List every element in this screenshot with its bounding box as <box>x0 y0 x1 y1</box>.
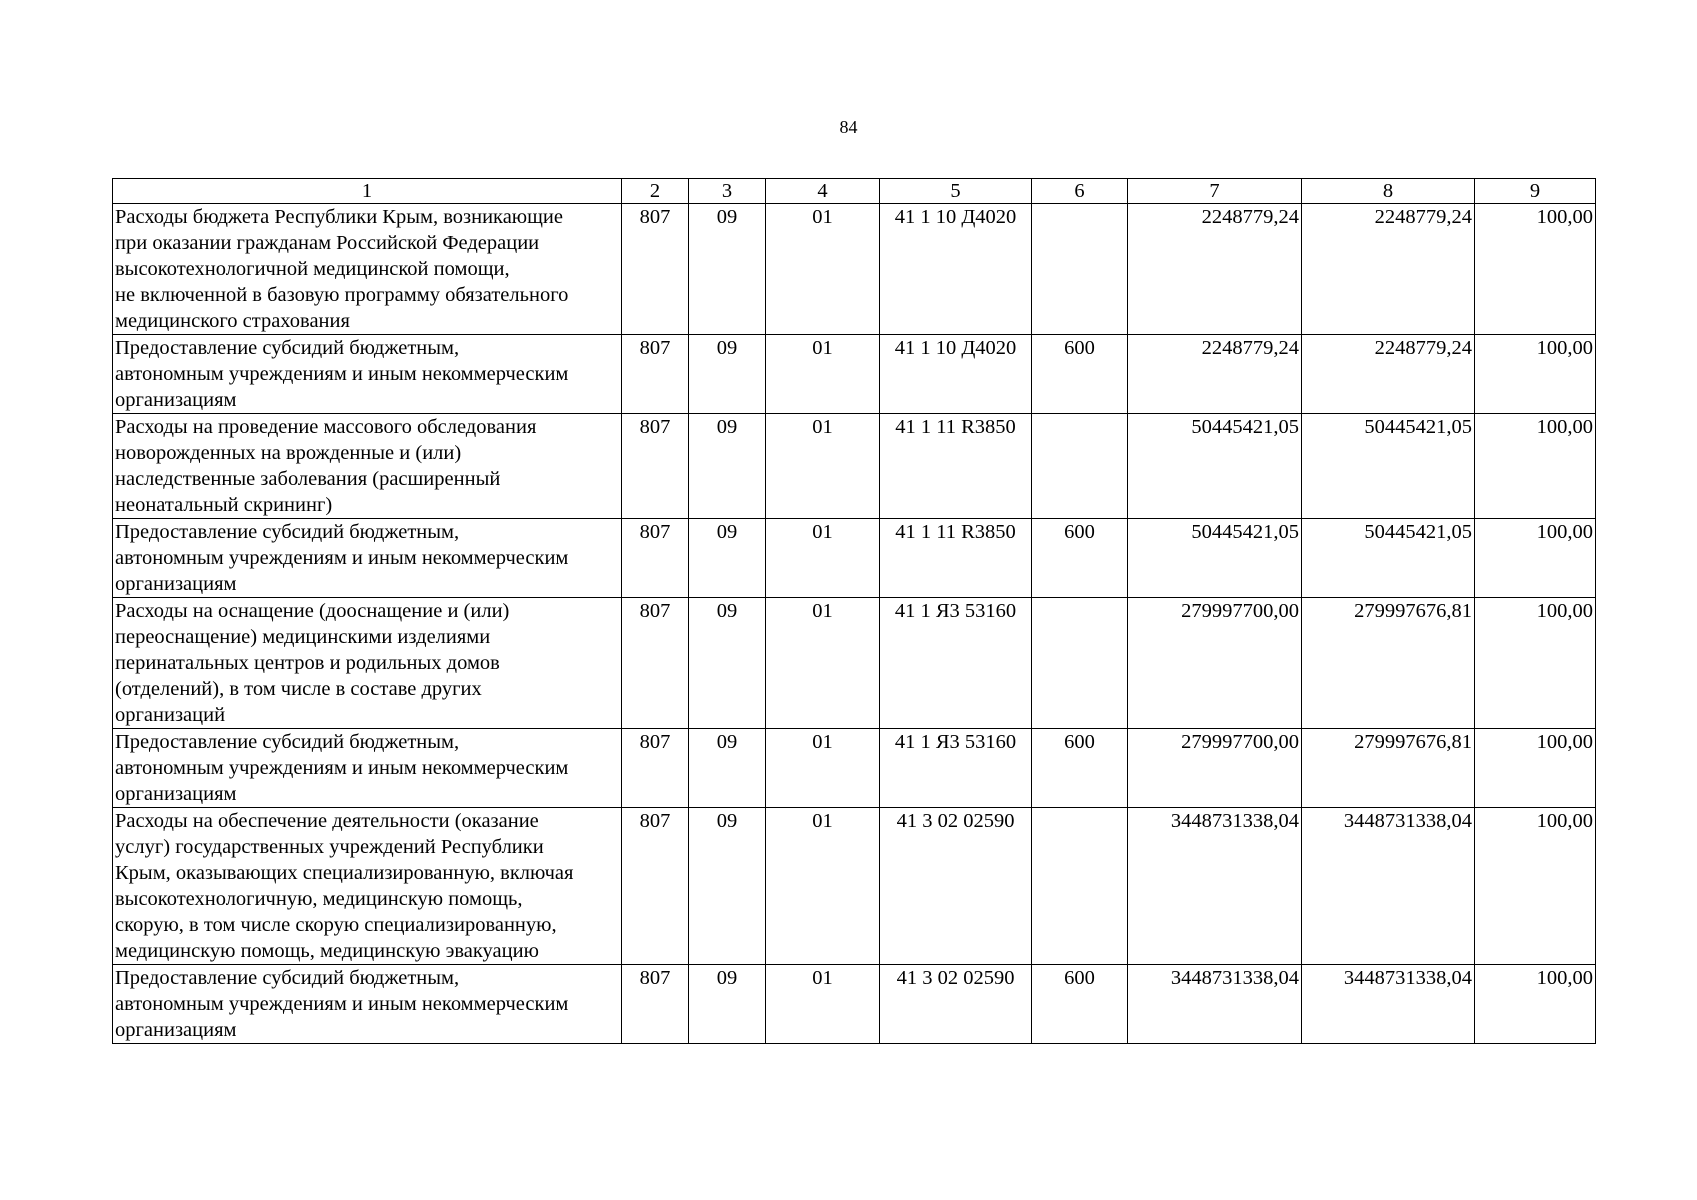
subsection-cell: 01 <box>766 335 880 414</box>
planned-amount-cell: 279997700,00 <box>1128 598 1302 729</box>
target-article-cell: 41 3 02 02590 <box>880 808 1032 965</box>
executed-amount-cell: 3448731338,04 <box>1302 965 1475 1044</box>
header-col-6: 6 <box>1032 179 1128 204</box>
expense-name-line: переоснащение) медицинскими изделиями <box>115 626 491 648</box>
expense-name-line: Предоставление субсидий бюджетным, <box>115 731 460 753</box>
planned-amount-cell: 50445421,05 <box>1128 414 1302 519</box>
target-article-cell: 41 1 11 R3850 <box>880 414 1032 519</box>
kvsr-cell: 807 <box>622 414 689 519</box>
expense-name-line: новорожденных на врожденные и (или) <box>115 442 462 464</box>
kvsr-cell: 807 <box>622 519 689 598</box>
kvsr-cell: 807 <box>622 335 689 414</box>
expense-name-line: организаций <box>115 704 226 726</box>
section-cell: 09 <box>689 204 766 335</box>
planned-amount-cell: 3448731338,04 <box>1128 965 1302 1044</box>
expense-type-cell <box>1032 204 1128 335</box>
subsection-cell: 01 <box>766 729 880 808</box>
percent-cell: 100,00 <box>1475 598 1596 729</box>
section-cell: 09 <box>689 729 766 808</box>
planned-amount-cell: 3448731338,04 <box>1128 808 1302 965</box>
expense-name-line: Расходы на оснащение (дооснащение и (или) <box>115 600 510 622</box>
header-col-7: 7 <box>1128 179 1302 204</box>
table-row <box>113 598 1596 729</box>
expense-name-line: Расходы на обеспечение деятельности (оказание <box>115 810 539 832</box>
planned-amount-cell: 279997700,00 <box>1128 729 1302 808</box>
section-cell: 09 <box>689 808 766 965</box>
expense-name-cell <box>113 598 622 729</box>
section-cell: 09 <box>689 335 766 414</box>
expense-type-cell <box>1032 598 1128 729</box>
target-article-cell: 41 1 10 Д4020 <box>880 335 1032 414</box>
expense-name-cell <box>113 808 622 965</box>
percent-cell: 100,00 <box>1475 965 1596 1044</box>
table-row <box>113 729 1596 808</box>
expense-name-line: Предоставление субсидий бюджетным, <box>115 521 460 543</box>
table-row <box>113 204 1596 335</box>
header-col-5: 5 <box>880 179 1032 204</box>
expense-name-line: не включенной в базовую программу обязательного <box>115 284 569 306</box>
expense-name-line: организациям <box>115 389 237 411</box>
percent-cell: 100,00 <box>1475 335 1596 414</box>
expense-type-cell: 600 <box>1032 519 1128 598</box>
kvsr-cell: 807 <box>622 598 689 729</box>
header-row <box>113 179 1596 204</box>
expense-name-line: неонатальный скрининг) <box>115 494 333 516</box>
kvsr-cell: 807 <box>622 965 689 1044</box>
table-body <box>113 204 1596 1044</box>
subsection-cell: 01 <box>766 414 880 519</box>
target-article-cell: 41 1 11 R3850 <box>880 519 1032 598</box>
planned-amount-cell: 2248779,24 <box>1128 335 1302 414</box>
executed-amount-cell: 2248779,24 <box>1302 204 1475 335</box>
expense-name-line: наследственные заболевания (расширенный <box>115 468 501 490</box>
expense-name-line: (отделений), в том числе в составе других <box>115 678 482 700</box>
target-article-cell: 41 3 02 02590 <box>880 965 1032 1044</box>
header-col-9: 9 <box>1475 179 1596 204</box>
kvsr-cell: 807 <box>622 808 689 965</box>
expense-name-cell <box>113 729 622 808</box>
section-cell: 09 <box>689 519 766 598</box>
header-col-3: 3 <box>689 179 766 204</box>
target-article-cell: 41 1 Я3 53160 <box>880 729 1032 808</box>
expense-name-line: медицинскую помощь, медицинскую эвакуацию <box>115 940 539 962</box>
expense-name-line: организациям <box>115 1019 237 1041</box>
expense-type-cell <box>1032 414 1128 519</box>
expense-name-cell <box>113 519 622 598</box>
percent-cell: 100,00 <box>1475 808 1596 965</box>
expense-name-line: Предоставление субсидий бюджетным, <box>115 337 460 359</box>
table-header <box>113 179 1596 204</box>
page-number: 84 <box>839 117 858 137</box>
expense-name-line: Расходы на проведение массового обследования <box>115 416 537 438</box>
expense-name-cell <box>113 965 622 1044</box>
expense-name-cell <box>113 204 622 335</box>
expense-name-line: услуг) государственных учреждений Республики <box>115 836 544 858</box>
subsection-cell: 01 <box>766 808 880 965</box>
expense-name-line: перинатальных центров и родильных домов <box>115 652 500 674</box>
header-col-4: 4 <box>766 179 880 204</box>
expense-name-line: автономным учреждениям и иным некоммерческим <box>115 547 569 569</box>
header-col-2: 2 <box>622 179 689 204</box>
subsection-cell: 01 <box>766 519 880 598</box>
percent-cell: 100,00 <box>1475 519 1596 598</box>
target-article-cell: 41 1 Я3 53160 <box>880 598 1032 729</box>
expense-name-line: скорую, в том числе скорую специализированную, <box>115 914 557 936</box>
expense-type-cell <box>1032 808 1128 965</box>
expense-name-cell <box>113 335 622 414</box>
executed-amount-cell: 279997676,81 <box>1302 598 1475 729</box>
subsection-cell: 01 <box>766 598 880 729</box>
expense-name-cell <box>113 414 622 519</box>
table-row <box>113 335 1596 414</box>
expense-name-line: Предоставление субсидий бюджетным, <box>115 967 460 989</box>
executed-amount-cell: 2248779,24 <box>1302 335 1475 414</box>
subsection-cell: 01 <box>766 965 880 1044</box>
executed-amount-cell: 279997676,81 <box>1302 729 1475 808</box>
executed-amount-cell: 50445421,05 <box>1302 414 1475 519</box>
kvsr-cell: 807 <box>622 729 689 808</box>
expense-name-line: высокотехнологичной медицинской помощи, <box>115 258 510 280</box>
percent-cell: 100,00 <box>1475 729 1596 808</box>
executed-amount-cell: 50445421,05 <box>1302 519 1475 598</box>
expense-name-line: Расходы бюджета Республики Крым, возникающие <box>115 206 563 228</box>
percent-cell: 100,00 <box>1475 204 1596 335</box>
table-row <box>113 965 1596 1044</box>
percent-cell: 100,00 <box>1475 414 1596 519</box>
expense-type-cell: 600 <box>1032 729 1128 808</box>
expense-name-line: автономным учреждениям и иным некоммерческим <box>115 993 569 1015</box>
budget-table <box>112 178 1596 1044</box>
section-cell: 09 <box>689 598 766 729</box>
section-cell: 09 <box>689 414 766 519</box>
expense-type-cell: 600 <box>1032 335 1128 414</box>
expense-name-line: Крым, оказывающих специализированную, включая <box>115 862 574 884</box>
table-row <box>113 519 1596 598</box>
planned-amount-cell: 2248779,24 <box>1128 204 1302 335</box>
kvsr-cell: 807 <box>622 204 689 335</box>
header-col-8: 8 <box>1302 179 1475 204</box>
subsection-cell: 01 <box>766 204 880 335</box>
header-col-1: 1 <box>113 179 622 204</box>
table-row <box>113 414 1596 519</box>
expense-name-line: организациям <box>115 573 237 595</box>
expense-name-line: автономным учреждениям и иным некоммерческим <box>115 757 569 779</box>
expense-name-line: организациям <box>115 783 237 805</box>
table-row <box>113 808 1596 965</box>
planned-amount-cell: 50445421,05 <box>1128 519 1302 598</box>
expense-name-line: высокотехнологичную, медицинскую помощь, <box>115 888 523 910</box>
section-cell: 09 <box>689 965 766 1044</box>
expense-name-line: автономным учреждениям и иным некоммерческим <box>115 363 569 385</box>
executed-amount-cell: 3448731338,04 <box>1302 808 1475 965</box>
expense-name-line: при оказании гражданам Российской Федерации <box>115 232 540 254</box>
expense-type-cell: 600 <box>1032 965 1128 1044</box>
target-article-cell: 41 1 10 Д4020 <box>880 204 1032 335</box>
expense-name-line: медицинского страхования <box>115 310 350 332</box>
